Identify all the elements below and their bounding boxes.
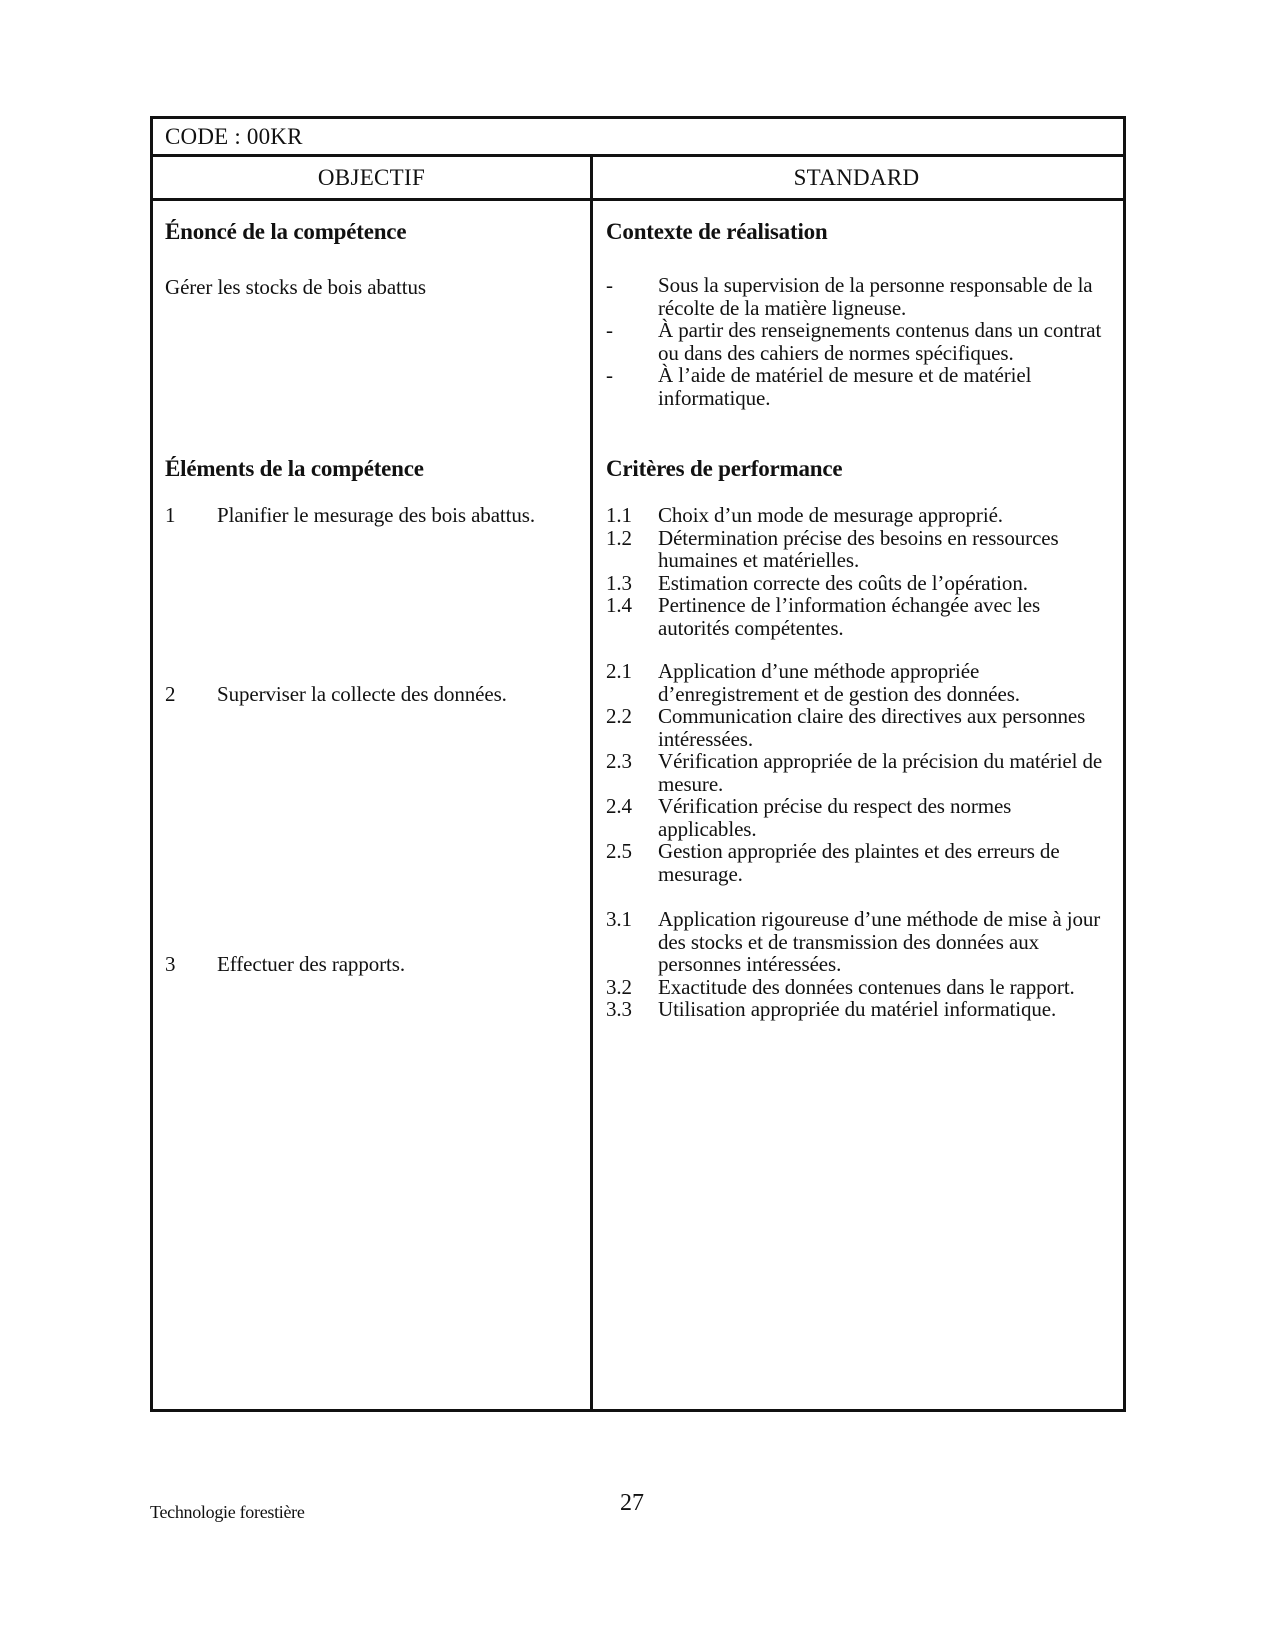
elements-heading: Éléments de la compétence (165, 456, 424, 481)
critere-item (606, 998, 1111, 1021)
contexte-heading: Contexte de réalisation (606, 219, 828, 244)
bullet: - (606, 363, 613, 387)
critere-item (606, 527, 1111, 572)
critere-number: 3.1 (606, 907, 632, 931)
contexte-item (606, 319, 1111, 364)
criteres-group-2 (606, 660, 1111, 885)
standard-header: STANDARD (590, 157, 1123, 201)
enonce-text: Gérer les stocks de bois abattus (165, 275, 426, 299)
contexte-text: À l’aide de matériel de mesure et de matériel informatique. (658, 363, 1032, 410)
competency-table (150, 116, 1126, 1412)
critere-number: 1.3 (606, 570, 632, 595)
critere-text: Exactitude des données contenues dans le rapport. (658, 974, 1075, 999)
objectif-column (165, 201, 580, 1409)
critere-item (606, 908, 1111, 976)
critere-item (606, 504, 1111, 527)
critere-item (606, 705, 1111, 750)
bullet: - (606, 273, 613, 297)
objectif-header: OBJECTIF (153, 157, 590, 201)
critere-item (606, 976, 1111, 999)
criteres-group-1 (606, 504, 1111, 639)
criteres-group-3 (606, 908, 1111, 1021)
critere-number: 2.2 (606, 704, 632, 728)
critere-item (606, 594, 1111, 639)
critere-number: 2.3 (606, 749, 632, 773)
critere-text: Application rigoureuse d’une méthode de mise à jour des stocks et de transmission des données aux personnes intéressées. (658, 907, 1101, 976)
critere-text: Utilisation appropriée du matériel informatique. (658, 997, 1057, 1021)
critere-item (606, 795, 1111, 840)
element-text: Superviser la collecte des données. (217, 681, 507, 706)
critere-number: 3.2 (606, 974, 632, 999)
code-row: CODE : 00KR (153, 119, 1123, 157)
critere-text: Vérification appropriée de la précision du matériel de mesure. (658, 749, 1103, 796)
critere-item (606, 750, 1111, 795)
critere-text: Application d’une méthode appropriée d’enregistrement et de gestion des données. (658, 659, 1020, 706)
critere-number: 1.4 (606, 593, 632, 617)
critere-text: Estimation correcte des coûts de l’opération. (658, 570, 1028, 595)
element-item (165, 683, 617, 706)
critere-text: Communication claire des directives aux personnes intéressées. (658, 704, 1086, 751)
element-text: Planifier le mesurage des bois abattus. (217, 503, 536, 527)
contexte-item (606, 364, 1111, 409)
footer-program-title: Technologie forestière (150, 1502, 305, 1522)
contexte-text: À partir des renseignements contenus dans un contrat ou dans des cahiers de normes spécifiques. (658, 318, 1102, 365)
critere-number: 2.4 (606, 794, 632, 818)
element-item (165, 504, 547, 527)
bullet: - (606, 318, 613, 342)
element-item (165, 953, 617, 976)
element-number: 2 (165, 681, 176, 706)
critere-item (606, 572, 1111, 595)
contexte-text: Sous la supervision de la personne responsable de la récolte de la matière ligneuse. (658, 273, 1093, 320)
standard-column (606, 201, 1111, 1409)
element-text: Effectuer des rapports. (217, 952, 405, 976)
critere-text: Détermination précise des besoins en ressources humaines et matérielles. (658, 525, 1059, 572)
enonce-heading: Énoncé de la compétence (165, 219, 407, 244)
critere-number: 2.1 (606, 659, 632, 683)
critere-number: 2.5 (606, 839, 632, 863)
critere-number: 3.3 (606, 997, 632, 1021)
column-divider (590, 157, 593, 1409)
contexte-item (606, 274, 1111, 319)
element-number: 3 (165, 952, 176, 976)
criteres-heading: Critères de performance (606, 456, 843, 481)
element-number: 1 (165, 503, 176, 527)
critere-text: Pertinence de l’information échangée avec les autorités compétentes. (658, 593, 1041, 640)
critere-item (606, 840, 1111, 885)
critere-number: 1.1 (606, 503, 632, 527)
critere-number: 1.2 (606, 525, 632, 550)
critere-item (606, 660, 1111, 705)
critere-text: Vérification précise du respect des normes applicables. (658, 794, 1012, 841)
page-number: 27 (620, 1490, 644, 1516)
critere-text: Gestion appropriée des plaintes et des erreurs de mesurage. (658, 839, 1060, 886)
contexte-list (606, 274, 1111, 409)
critere-text: Choix d’un mode de mesurage approprié. (658, 503, 1003, 527)
